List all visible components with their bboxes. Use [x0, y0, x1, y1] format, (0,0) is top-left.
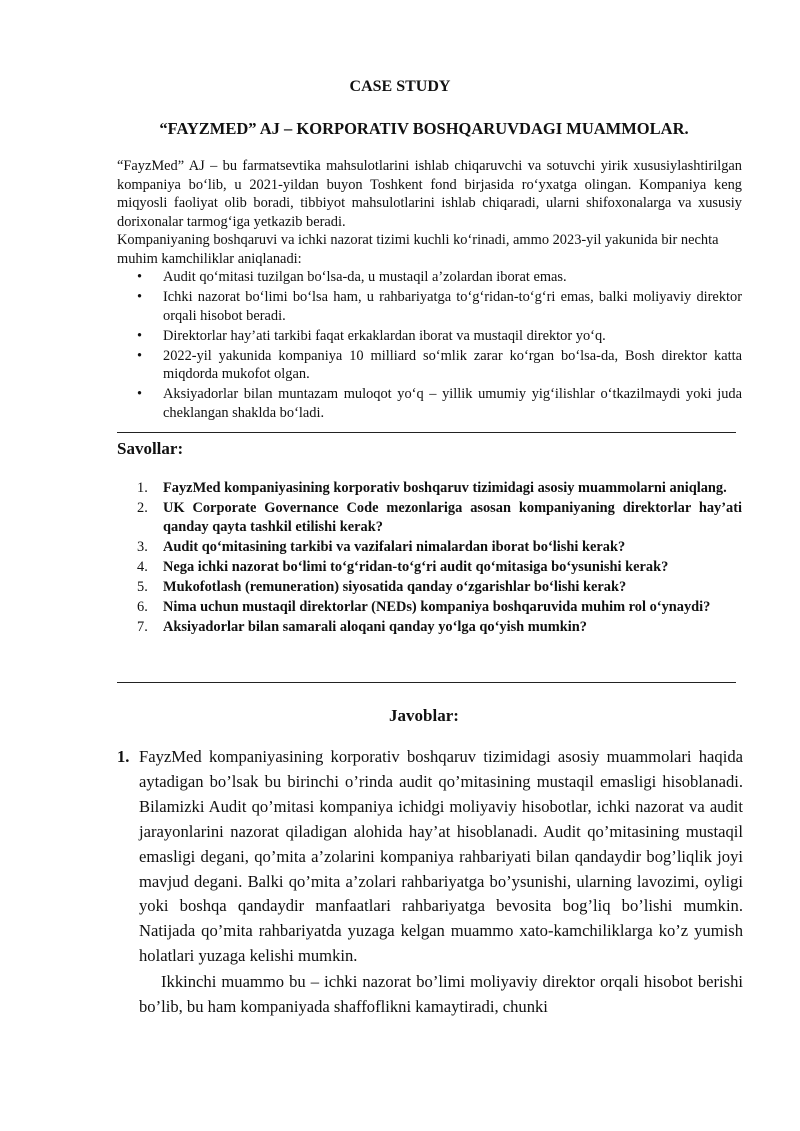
question-item	[137, 578, 742, 597]
issues-list	[117, 268, 742, 422]
question-item	[137, 558, 742, 577]
question-number: 6.	[137, 598, 148, 615]
list-item: • Audit qo‘mitasi tuzilgan bo‘lsa-da, u mustaqil a’zolardan iborat emas.	[137, 269, 567, 285]
bullet-icon: •	[137, 327, 143, 344]
intro-paragraph-1: “FayzMed” AJ – bu farmatsevtika mahsulotlarini ishlab chiqaruvchi va sotuvchi yirik xususiylashtirilgan kompaniya bo‘lib, u 2021-yildan buyon Toshkent fond birjasida ro‘yxatga olingan. Kompaniya keng miqyosli faoliyat olib boradi, tibbiyot mahsulotlarini ishlab chiqaradi, ularni shifoxonalarga va xususiy dorixonalar tarmog‘iga yetkazib beradi.	[117, 158, 742, 230]
question-text: Nega ichki nazorat bo‘limi to‘g‘ridan-to‘g‘ri audit qo‘mitasiga bo‘ysunishi kerak?	[163, 558, 669, 575]
questions-heading: Savollar:	[117, 439, 184, 458]
question-number: 3.	[137, 538, 148, 555]
question-item	[137, 538, 742, 557]
list-item: • Aksiyadorlar bilan muntazam muloqot yo‘q – yillik umumiy yig‘ilishlar o‘tkazilmaydi yoki juda cheklangan shaklda bo‘ladi.	[137, 386, 742, 421]
question-item	[137, 499, 742, 536]
question-text: UK Corporate Governance Code mezonlariga asosan kompaniyaning direktorlar hay’ati qanday qayta tashkil etilishi kerak?	[163, 500, 742, 535]
question-item	[137, 618, 742, 637]
answer-body	[139, 745, 743, 1020]
question-text: Nima uchun mustaqil direktorlar (NEDs) kompaniya boshqaruvida muhim rol o‘ynaydi?	[163, 598, 711, 615]
bullet-icon: •	[137, 269, 143, 285]
question-item	[137, 479, 742, 498]
answer-number: 1.	[117, 747, 130, 766]
question-item	[137, 598, 742, 617]
question-number: 2.	[137, 500, 148, 516]
document-subtitle: “FAYZMED” AJ – KORPORATIV BOSHQARUVDAGI MUAMMOLAR.	[159, 119, 689, 138]
list-item: • 2022-yil yakunida kompaniya 10 milliard so‘mlik zarar ko‘rgan bo‘lsa-da, Bosh direktor katta miqdorda mukofot olgan.	[137, 347, 742, 382]
answer-paragraph-1: FayzMed kompaniyasining korporativ boshqaruv tizimidagi asosiy muammolari haqida aytadigan bo’lsak bu birinchi o’rinda audit qo’mitasining mustaqil emasligi hisoblanadi. Bilamizki Audit qo’mitasi kompaniya ichidgi moliyaviy hisobotlar, ichki nazorat va audit jarayonlarini nazorat qiladigan alohida hay’at hisoblanadi. Audit qo’mitasining mustaqil emasligi degani, qo’mita a’zolarini kompaniya rahbariyati bilan qandaydir bog’liqlik joyi mavjud degani. Balki qo’mita a’zolari rahbariyatga bo’ysunishi, ularning lavozimi, oyligi yoki boshqa qandaydir manfaatlari rahbariyatga bevosita bog’liq bo’lishi mumkin. Natijada qo’mita rahbariyatda yuzaga kelgan muammo xato-kamchiliklarga ko’z yumish holatlari yuzaga kelishi mumkin.	[139, 747, 743, 966]
list-item: • Direktorlar hay’ati tarkibi faqat erkaklardan iborat va mustaqil direktor yo‘q.	[137, 327, 606, 344]
question-number: 1.	[137, 480, 148, 496]
question-text: Mukofotlash (remuneration) siyosatida qanday o‘zgarishlar bo‘lishi kerak?	[163, 578, 627, 595]
question-text: Aksiyadorlar bilan samarali aloqani qanday yo‘lga qo‘yish mumkin?	[163, 618, 587, 635]
document-title: CASE STUDY	[349, 78, 451, 95]
case-intro	[117, 157, 742, 424]
question-number: 7.	[137, 618, 148, 635]
bullet-icon: •	[137, 289, 143, 305]
intro-paragraph-2: Kompaniyaning boshqaruvi va ichki nazorat tizimi kuchli ko‘rinadi, ammo 2023-yil yakunida bir nechta muhim kamchiliklar aniqlanadi:	[117, 232, 719, 267]
divider-top	[117, 432, 736, 433]
bullet-icon: •	[137, 347, 143, 364]
question-number: 4.	[137, 558, 148, 575]
answers-heading: Javoblar:	[389, 706, 459, 725]
answer-paragraph-2: Ikkinchi muammo bu – ichki nazorat bo’limi moliyaviy direktor orqali hisobot berishi bo’lib, bu ham kompaniyada shaffoflikni kamaytiradi, chunki	[139, 972, 743, 1017]
divider-bottom	[117, 682, 736, 683]
question-number: 5.	[137, 578, 148, 595]
list-item: • Ichki nazorat bo‘limi bo‘lsa ham, u rahbariyatga to‘g‘ridan-to‘g‘ri emas, balki moliyaviy direktor orqali hisobot beradi.	[137, 289, 742, 324]
answer-1	[117, 745, 743, 1020]
question-text: Audit qo‘mitasining tarkibi va vazifalari nimalardan iborat bo‘lishi kerak?	[163, 538, 626, 555]
bullet-icon: •	[137, 386, 143, 402]
questions-list	[137, 479, 742, 638]
question-text: FayzMed kompaniyasining korporativ boshqaruv tizimidagi asosiy muammolarni aniqlang.	[163, 480, 727, 496]
